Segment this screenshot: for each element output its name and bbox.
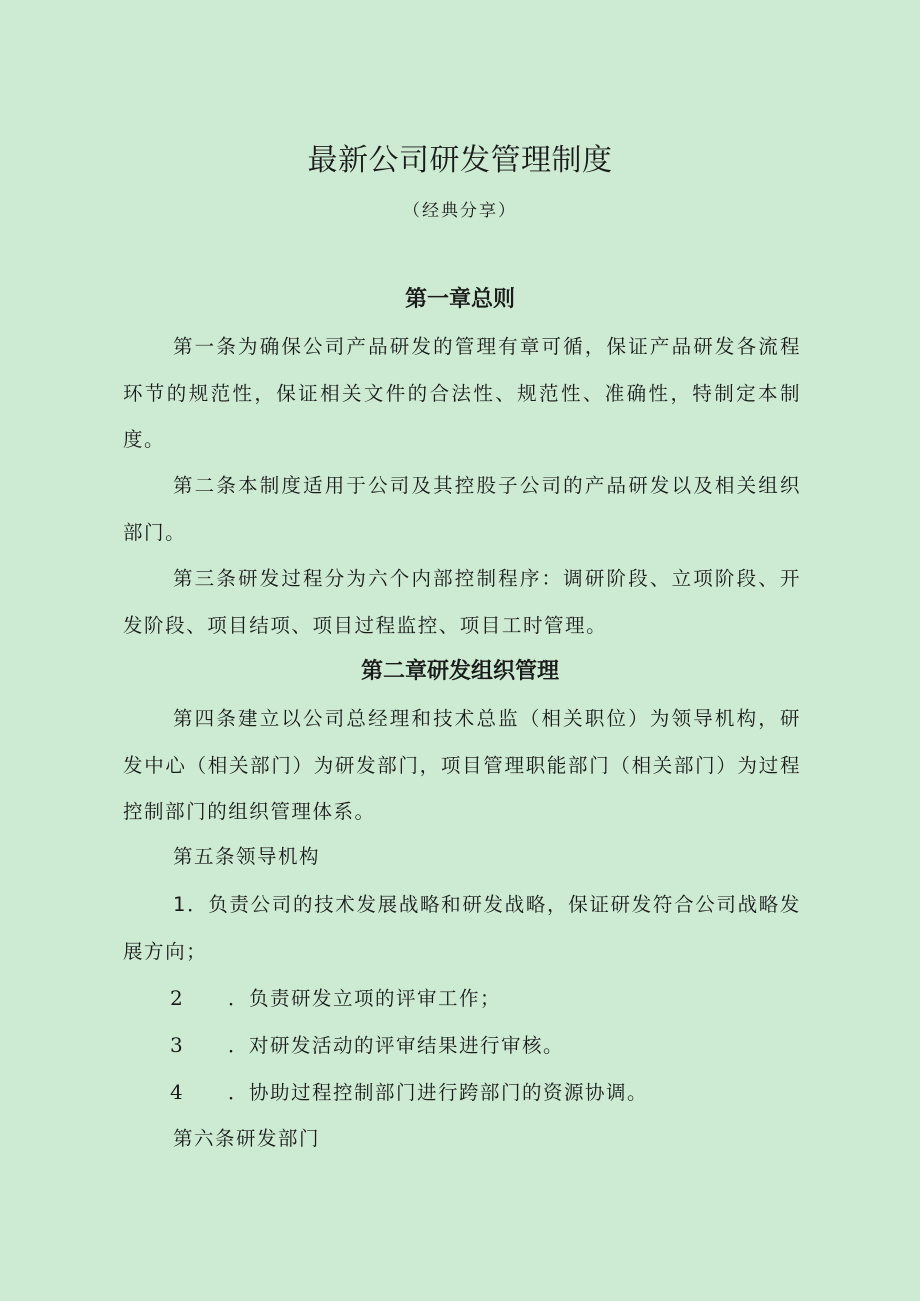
article-5-heading: 第五条领导机构 bbox=[173, 845, 321, 868]
item-text: ．协助过程控制部门进行跨部门的资源协调。 bbox=[228, 1081, 649, 1104]
item-number: 3 bbox=[170, 1033, 183, 1057]
article-5-item-3 bbox=[170, 1030, 564, 1061]
article-5-item-1: 1．负责公司的技术发展战略和研发战略，保证研发符合公司战略发展方向； bbox=[123, 893, 801, 963]
document-title: 最新公司研发管理制度 bbox=[307, 143, 613, 178]
chapter-1-heading: 第一章总则 bbox=[404, 287, 515, 312]
item-text: ．负责研发立项的评审工作； bbox=[228, 987, 502, 1010]
article-5-item-4 bbox=[170, 1077, 648, 1108]
chapter-2-heading: 第二章研发组织管理 bbox=[360, 659, 559, 684]
article-6-heading: 第六条研发部门 bbox=[173, 1127, 321, 1150]
document-subtitle: （经典分享） bbox=[403, 201, 517, 221]
article-3-paragraph: 第三条研发过程分为六个内部控制程序：调研阶段、立项阶段、开发阶段、项目结项、项目过程监控、项目工时管理。 bbox=[123, 567, 801, 637]
article-2-paragraph: 第二条本制度适用于公司及其控股子公司的产品研发以及相关组织部门。 bbox=[123, 474, 801, 544]
article-1-paragraph: 第一条为确保公司产品研发的管理有章可循，保证产品研发各流程环节的规范性，保证相关文件的合法性、规范性、准确性，特制定本制度。 bbox=[123, 335, 801, 451]
article-4-paragraph: 第四条建立以公司总经理和技术总监（相关职位）为领导机构，研发中心（相关部门）为研发部门，项目管理职能部门（相关部门）为过程控制部门的组织管理体系。 bbox=[123, 707, 801, 823]
item-text: ．对研发活动的评审结果进行审核。 bbox=[228, 1034, 565, 1057]
article-5-item-2 bbox=[170, 983, 501, 1014]
item-number: 4 bbox=[170, 1080, 183, 1104]
item-number: 2 bbox=[170, 986, 183, 1010]
